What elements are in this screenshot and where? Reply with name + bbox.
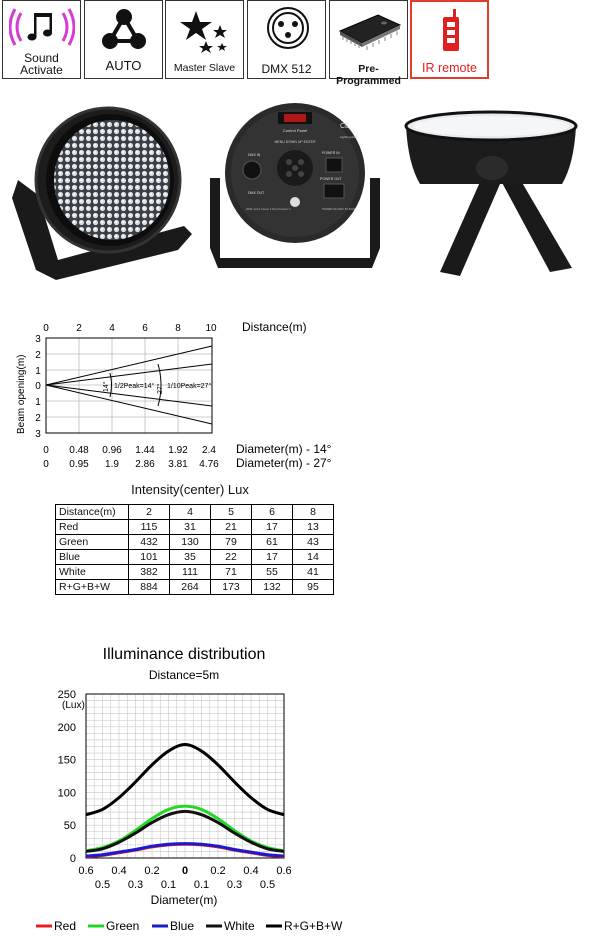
diameter-14-value: 1.92 [168, 445, 188, 456]
x-tick-label: 0.3 [226, 879, 243, 891]
x-axis-label: Diameter(m) [150, 893, 218, 907]
x-tick-label: 0.5 [94, 879, 111, 891]
distance-tick: 0 [43, 323, 49, 334]
angle-27-label: 27° [157, 383, 164, 394]
diameter-27-value: 0 [43, 459, 49, 470]
table-cell: 101 [129, 550, 170, 565]
feature-tile-ir-remote [410, 0, 489, 79]
panel-spec-left: 2000 mcd 1 Green 1 Red 3 Green 1 [246, 207, 291, 211]
distance-tick: 10 [205, 323, 217, 334]
table-cell: 111 [170, 565, 211, 580]
chart-subtitle: Distance=5m [148, 668, 220, 682]
table-cell: 132 [252, 580, 293, 595]
table-cell: 79 [211, 535, 252, 550]
legend-label: White [224, 919, 255, 933]
y-tick-labels [58, 689, 76, 865]
feature-tile-master-slave [165, 0, 244, 79]
chip-icon [334, 11, 404, 53]
y-tick-label: 200 [57, 721, 76, 734]
music-note-icon [9, 5, 75, 49]
chart-grid [86, 694, 284, 858]
diameter-14-value: 0.48 [69, 445, 89, 456]
x-tick-label: 0.2 [210, 865, 226, 877]
table-cell: 31 [170, 520, 211, 535]
opening-tick: 2 [35, 350, 41, 361]
y-tick-label: 100 [57, 787, 76, 800]
table-cell: White [56, 565, 129, 580]
x-tick-label: 0.4 [111, 865, 127, 877]
table-cell: 35 [170, 550, 211, 565]
x-tick-label: 0.5 [259, 879, 276, 891]
diameter-27-value: 2.86 [135, 459, 155, 470]
legend-label: Green [106, 919, 140, 933]
panel-title: Control Panel [282, 128, 308, 133]
opening-tick: 3 [35, 334, 41, 345]
feature-label: Pre-Programmed [336, 63, 401, 87]
feature-label: Master Slave [173, 62, 236, 74]
feature-label-line1: Sound [24, 51, 59, 65]
table-header-cell: 5 [211, 505, 252, 520]
table-row [56, 565, 334, 580]
opening-tick: 0 [35, 381, 41, 392]
panel-dmx-out: DMX OUT [248, 191, 265, 195]
opening-tick: 3 [35, 429, 41, 440]
table-cell: 14 [293, 550, 334, 565]
distance-axis-label: Distance(m) [242, 320, 307, 334]
feature-label: AUTO [105, 58, 142, 73]
xlr-connector-icon [265, 5, 311, 51]
table-header-cell: 8 [293, 505, 334, 520]
distance-tick: 2 [76, 323, 82, 334]
x-tick-label: 0.2 [144, 865, 160, 877]
table-row [56, 535, 334, 550]
opening-axis-label: Beam opening(m) [16, 354, 27, 434]
table-header-cell: 4 [170, 505, 211, 520]
table-cell: 115 [129, 520, 170, 535]
table-cell: 17 [252, 550, 293, 565]
table-cell: 173 [211, 580, 252, 595]
diameter-27-value: 0.95 [69, 459, 89, 470]
lux-table-title: Intensity(center) Lux [131, 482, 249, 497]
x-tick-label: 0.6 [276, 865, 292, 877]
half-peak-14-label: 1/2Peak=14° [114, 383, 155, 390]
table-header-cell: 2 [129, 505, 170, 520]
y-tick-label: 250 [57, 689, 76, 701]
table-cell: 22 [211, 550, 252, 565]
y-tick-label: 50 [63, 820, 76, 833]
table-cell: 884 [129, 580, 170, 595]
table-header-cell: 6 [252, 505, 293, 520]
table-cell: 432 [129, 535, 170, 550]
table-cell: 61 [252, 535, 293, 550]
table-cell: 264 [170, 580, 211, 595]
feature-label-line2: Activate [20, 63, 63, 77]
table-cell: 95 [293, 580, 334, 595]
feature-tile-dmx512 [247, 0, 326, 79]
table-cell: R+G+B+W [56, 580, 129, 595]
distance-tick: 4 [109, 323, 115, 334]
opening-tick: 2 [35, 413, 41, 424]
x-tick-label: 0.1 [160, 879, 177, 891]
lux-table [55, 504, 334, 595]
y-axis-unit: (Lux) [62, 700, 85, 711]
feature-label: IR remote [422, 61, 477, 75]
legend-label: R+G+B+W [284, 919, 343, 933]
table-cell: 382 [129, 565, 170, 580]
diameter-27-value: 4.76 [199, 459, 219, 470]
table-cell: 17 [252, 520, 293, 535]
table-cell: Green [56, 535, 129, 550]
table-cell: 71 [211, 565, 252, 580]
feature-tile-sound-activate [2, 0, 81, 79]
x-tick-label: 0.6 [78, 865, 94, 877]
angle-14-label: 14° [103, 381, 110, 392]
opening-tick: 1 [35, 397, 41, 408]
table-row [56, 580, 334, 595]
feature-label: DMX 512 [261, 62, 312, 76]
remote-control-icon [439, 8, 463, 54]
beam-angle-diagram [0, 316, 380, 476]
table-row [56, 550, 334, 565]
table-header-cell: Distance(m) [56, 505, 129, 520]
table-cell: 130 [170, 535, 211, 550]
distance-tick: 6 [142, 323, 148, 334]
par-light-back-photo [200, 98, 390, 288]
diameter-14-value: 2.4 [202, 445, 216, 456]
y-tick-label: 150 [57, 754, 76, 767]
diameter-14-value: 1.44 [135, 445, 155, 456]
stars-icon [176, 7, 234, 53]
panel-ce: CE [340, 123, 350, 130]
par-light-side-photo [400, 104, 582, 288]
panel-power-out: POWER OUT [320, 177, 342, 181]
diameter-14-value: 0 [43, 445, 49, 456]
diameter-27-label: Diameter(m) - 27° [236, 456, 332, 470]
table-cell: Blue [56, 550, 129, 565]
panel-spec-right: POWER 90-240V 50-60Hz [322, 207, 356, 211]
table-cell: 55 [252, 565, 293, 580]
table-cell: Red [56, 520, 129, 535]
table-cell: 21 [211, 520, 252, 535]
diameter-14-value: 0.96 [102, 445, 122, 456]
table-row [56, 520, 334, 535]
table-cell: 13 [293, 520, 334, 535]
tenth-peak-27-label: 1/10Peak=27° [167, 383, 212, 390]
illuminance-chart [0, 636, 380, 941]
diameter-27-value: 1.9 [105, 459, 119, 470]
feature-tile-auto [84, 0, 163, 79]
distance-tick: 8 [175, 323, 181, 334]
x-tick-label: 0.4 [243, 865, 259, 877]
x-tick-labels [78, 865, 291, 891]
legend-label: Blue [170, 919, 195, 933]
legend-label: Red [54, 919, 77, 933]
chart-title: Illuminance distribution [102, 646, 266, 663]
diameter-27-value: 3.81 [168, 459, 188, 470]
diameter-14-label: Diameter(m) - 14° [236, 442, 332, 456]
feature-tile-preprogrammed [329, 0, 408, 87]
panel-buttons: MENU DOWN UP ENTER [274, 140, 316, 144]
panel-dmx-in: DMX IN [248, 153, 261, 157]
y-tick-label: 0 [69, 853, 76, 865]
auto-nodes-icon [101, 7, 147, 51]
x-tick-label: 0.1 [193, 879, 210, 891]
x-tick-label: 0 [181, 865, 189, 877]
par-light-front-photo [8, 100, 198, 286]
table-cell: 41 [293, 565, 334, 580]
table-row [56, 505, 334, 520]
x-tick-label: 0.3 [127, 879, 144, 891]
panel-brand: Lighting Asia [340, 135, 358, 139]
table-cell: 43 [293, 535, 334, 550]
panel-power-in: POWER IN [322, 151, 340, 155]
opening-tick: 1 [35, 366, 41, 377]
chart-legend [36, 919, 343, 933]
